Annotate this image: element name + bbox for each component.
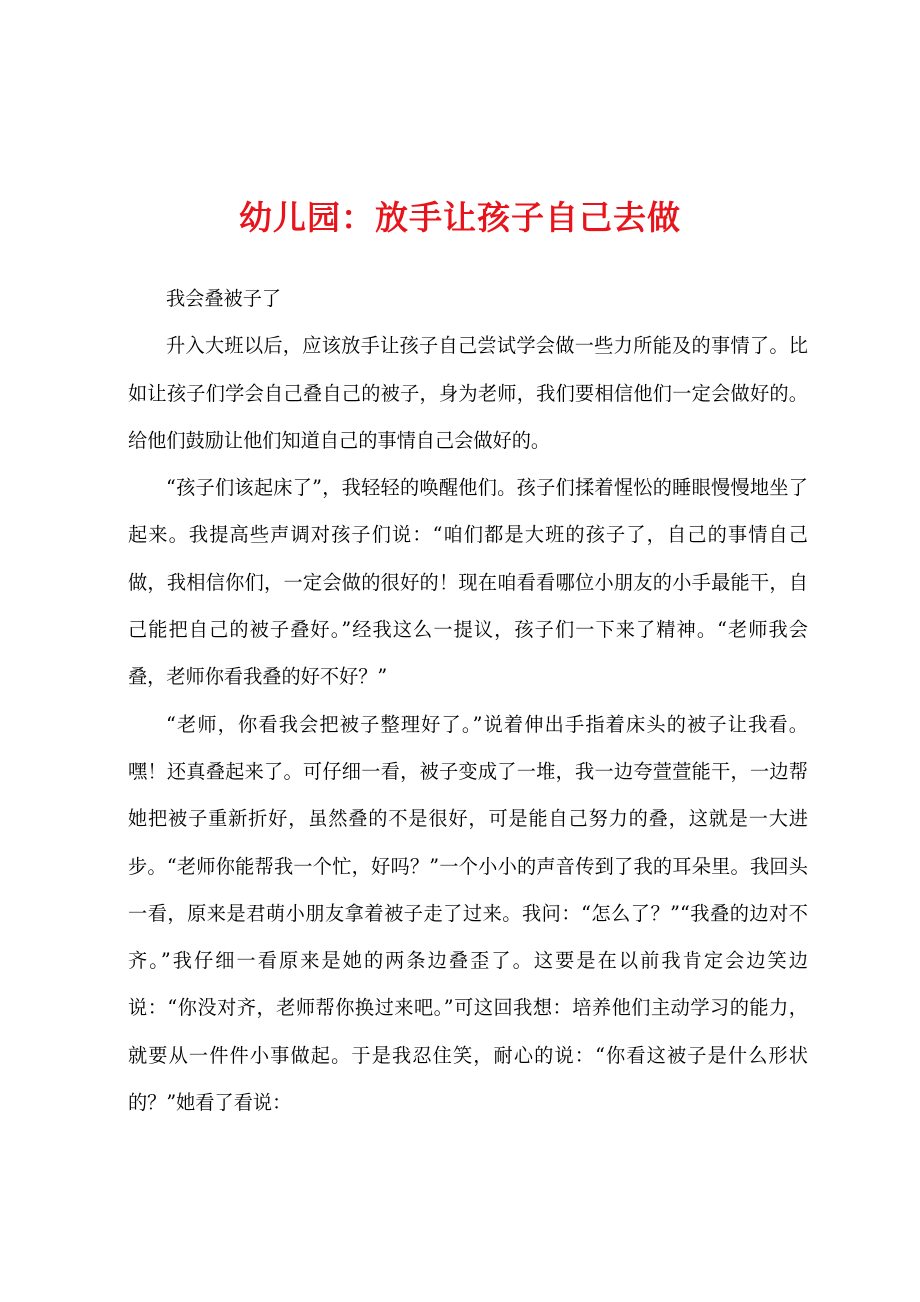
paragraph-wake-up: “孩子们该起床了”，我轻轻的唤醒他们。孩子们揉着惺忪的睡眼慢慢地坐了起来。我提高些声调对孩子们说：“咱们都是大班的孩子了，自己的事情自己做，我相信你们，一定会做的很好的！现在咱看看哪位小朋友的小手最能干，自己能把自己的被子叠好。”经我这么一提议，孩子们一下来了精神。“老师我会叠，老师你看我叠的好不好？” (128, 476, 808, 689)
document-title: 幼儿园：放手让孩子自己去做 (239, 198, 681, 237)
paragraph-folding: “老师，你看我会把被子整理好了。”说着伸出手指着床头的被子让我看。嘿！还真叠起来了。可仔细一看，被子变成了一堆，我一边夸萱萱能干，一边帮她把被子重新折好，虽然叠的不是很好，可是能自己努力的叠，这就是一大进步。“老师你能帮我一个忙，好吗？”一个小小的声音传到了我的耳朵里。我回头一看，原来是君萌小朋友拿着被子走了过来。我问：“怎么了？”“我叠的边对不齐。”我仔细一看原来是她的两条边叠歪了。这要是在以前我肯定会边笑边说：“你没对齐，老师帮你换过来吧。”可这回我想：培养他们主动学习的能力，就要从一件件小事做起。于是我忍住笑，耐心的说：“你看这被子是什么形状的？”她看了看说： (128, 712, 808, 1115)
paragraph-intro: 升入大班以后，应该放手让孩子自己尝试学会做一些力所能及的事情了。比如让孩子们学会自己叠自己的被子，身为老师，我们要相信他们一定会做好的。给他们鼓励让他们知道自己的事情自己会做好的。 (128, 334, 808, 452)
paragraph-subtitle: 我会叠被子了 (166, 287, 282, 310)
document-body (128, 275, 808, 1126)
